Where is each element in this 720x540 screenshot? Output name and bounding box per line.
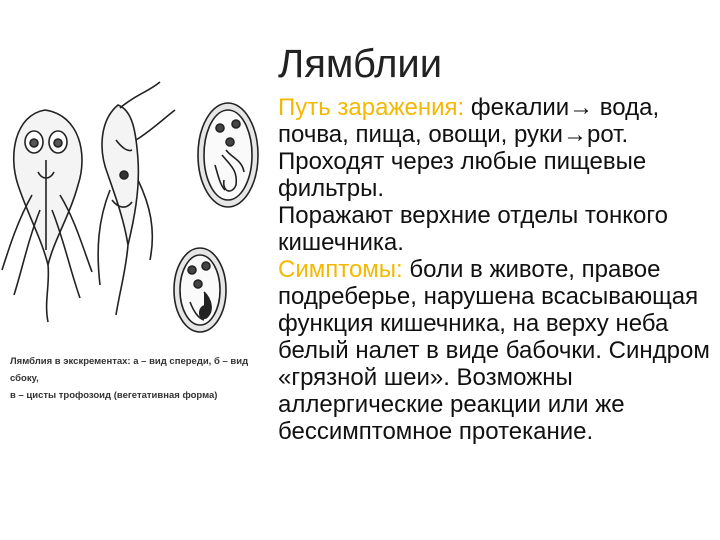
cyst-large [198,103,258,207]
symptoms-paragraph [278,256,718,445]
slide-title: Лямблии [278,42,443,86]
infection-route-text: фекалии→ вода, почва, пища, овощи, руки→рот. Проходят через любые пищевые фильтры. [278,94,660,202]
figure-caption-line-2: в – цисты трофозоид (вегетативная форма) [10,390,218,401]
symptoms-label: Симптомы: [278,256,403,283]
infection-route-label: Путь заражения: [278,94,465,121]
cyst-small [174,248,226,332]
slide-body [278,94,718,445]
giardia-illustration [0,80,270,400]
figure-caption-line-1: Лямблия в экскрементах: а – вид спереди, б – вид сбоку, [10,356,249,384]
trophozoite-front-view [2,110,92,322]
infection-route-paragraph [278,94,718,202]
trophozoite-side-view [98,82,175,315]
figure-caption [10,353,275,404]
affected-area-paragraph: Поражают верхние отделы тонкого кишечника. [278,202,668,256]
symptoms-text: боли в животе, правое подреберье, нарушена всасывающая функция кишечника, на верху неба белый налет в виде бабочки. Синдром «грязной шеи». Возможны аллергические реакции или же бессимптомное протекание. [278,256,710,445]
